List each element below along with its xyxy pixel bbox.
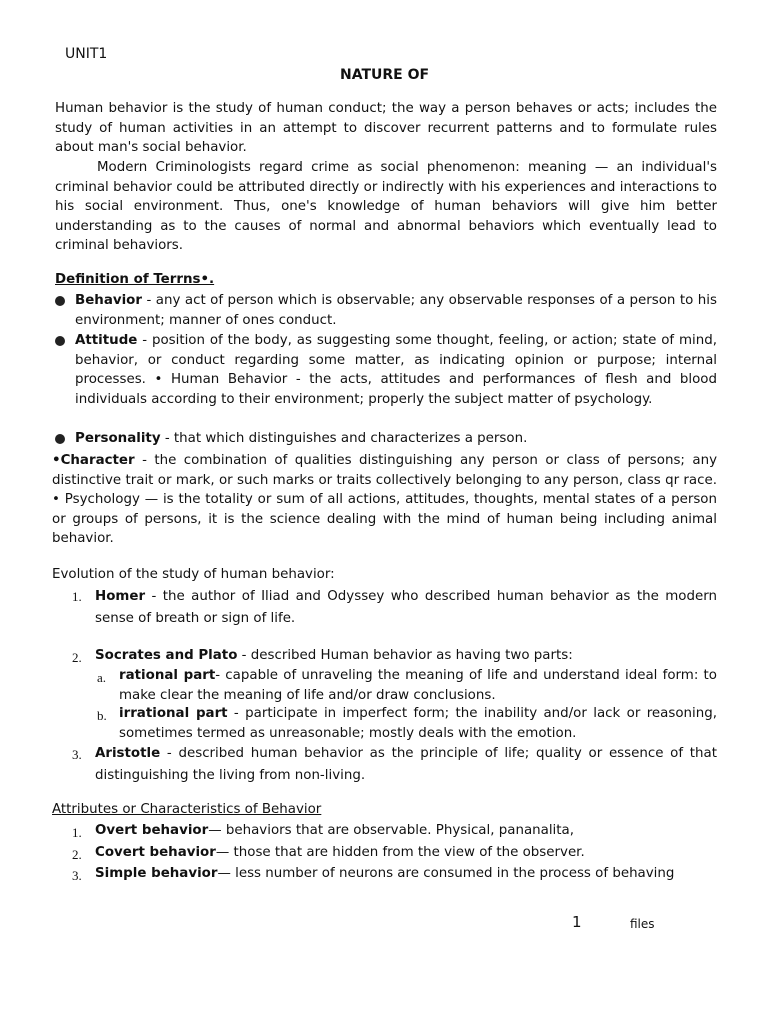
term-rational-part: rational part — [119, 668, 216, 683]
term-personality: Personality — [75, 431, 161, 446]
evolution-socrates-text: - described Human behavior as having two parts: — [237, 648, 573, 663]
term-behavior: Behavior — [75, 293, 142, 308]
term-attitude: Attitude — [75, 333, 138, 348]
term-irrational-part: irrational part — [119, 706, 228, 721]
definition-attitude — [75, 331, 717, 409]
list-number: 2. — [72, 650, 82, 665]
term-aristotle: Aristotle — [95, 746, 161, 761]
attribute-covert — [95, 843, 717, 863]
character-bullet: • — [52, 453, 61, 468]
definition-character-text: - the combination of qualities distinguishing any person or class of persons; any distinctive trait or mark, or such marks or traits collectively belonging to any person, class qr race. — [52, 453, 717, 488]
term-simple-behavior: Simple behavior — [95, 866, 218, 881]
evolution-homer-text: - the author of Iliad and Odyssey who described human behavior as the modern sense of breath or sign of life. — [95, 589, 717, 626]
definition-character — [52, 451, 717, 549]
evolution-subitem-irrational — [119, 704, 717, 743]
attributes-heading: Attributes or Characteristics of Behavior — [52, 802, 322, 817]
term-covert-behavior: Covert behavior — [95, 845, 216, 860]
list-number: 2. — [72, 847, 82, 862]
list-letter: b. — [97, 708, 107, 723]
simple-behavior-text: — less number of neurons are consumed in the process of behaving — [217, 866, 675, 881]
list-letter: a. — [97, 670, 107, 685]
inline-bullet-icon: • — [52, 492, 60, 508]
list-number: 3. — [72, 747, 82, 762]
term-overt-behavior: Overt behavior — [95, 823, 209, 838]
unit-label: UNIT1 — [65, 46, 108, 62]
term-homer: Homer — [95, 589, 146, 604]
bullet-icon — [55, 296, 65, 306]
definition-psychology-text: Psychology — is the totality or sum of all actions, attitudes, thoughts, mental states of a person or groups of persons, it is the science dealing with the mind of human being including animal behavior. — [52, 492, 717, 547]
definition-human-behavior-text: Human Behavior - the acts, attitudes and performances of flesh and blood individuals according to their environment; properly the subject matter of psychology. — [75, 372, 717, 407]
bullet-icon — [55, 336, 65, 346]
definition-behavior-text: - any act of person which is observable; any observable responses of a person to his environment; manner of ones conduct. — [75, 293, 717, 328]
definition-personality-text: - that which distinguishes and characterizes a person. — [160, 431, 528, 446]
attribute-simple — [95, 864, 717, 884]
term-socrates-plato: Socrates and Plato — [95, 648, 238, 663]
term-character: Character — [60, 453, 135, 468]
intro-paragraph-1: Human behavior is the study of human conduct; the way a person behaves or acts; includes the study of human activities in an attempt to discover recurrent patterns and to formulate rules about man's social behavior. — [55, 101, 717, 156]
covert-behavior-text: — those that are hidden from the view of the observer. — [215, 845, 585, 860]
list-number: 1. — [72, 825, 82, 840]
page-title: NATURE OF — [340, 67, 430, 83]
evolution-item-homer — [95, 586, 717, 630]
definition-behavior — [75, 291, 717, 330]
irrational-part-text: - participate in imperfect form; the inability and/or lack or reasoning, sometimes termed as unreasonable; mostly deals with the emotion. — [119, 706, 717, 741]
evolution-subitem-rational — [119, 666, 717, 705]
evolution-heading: Evolution of the study of human behavior: — [52, 567, 335, 582]
footer-note: files — [630, 917, 655, 931]
evolution-item-aristotle — [95, 743, 717, 787]
attribute-overt — [95, 821, 717, 841]
list-number: 1. — [72, 589, 82, 604]
overt-behavior-text: — behaviors that are observable. Physical, pananalita, — [208, 823, 574, 838]
intro-paragraph-2: Modern Criminologists regard crime as social phenomenon: meaning — an individual's criminal behavior could be attributed directly or indirectly with his experiences and interactions to his social environment. Thus, one's knowledge of human behaviors will give him better understanding as to the causes of normal and abnormal behaviors which eventually lead to criminal behaviors. — [55, 160, 717, 254]
definitions-heading: Definition of Terrns•. — [55, 272, 215, 287]
evolution-aristotle-text: - described human behavior as the principle of life; quality or essence of that distinguishing the living from non-living. — [95, 746, 717, 783]
rational-part-text: - capable of unraveling the meaning of life and understand ideal form: to make clear the meaning of life and/or draw conclusions. — [119, 668, 718, 703]
definition-attitude-text: - position of the body, as suggesting some thought, feeling, or action; state of mind, behavior, or conduct regarding some matter, as indicating opinion or purpose; internal processes. — [75, 333, 717, 388]
bullet-icon — [55, 434, 65, 444]
definition-personality — [75, 429, 717, 449]
inline-bullet-icon: • — [154, 372, 163, 388]
evolution-item-socrates-plato — [95, 646, 717, 666]
page-number: 1 — [572, 913, 582, 931]
list-number: 3. — [72, 868, 82, 883]
